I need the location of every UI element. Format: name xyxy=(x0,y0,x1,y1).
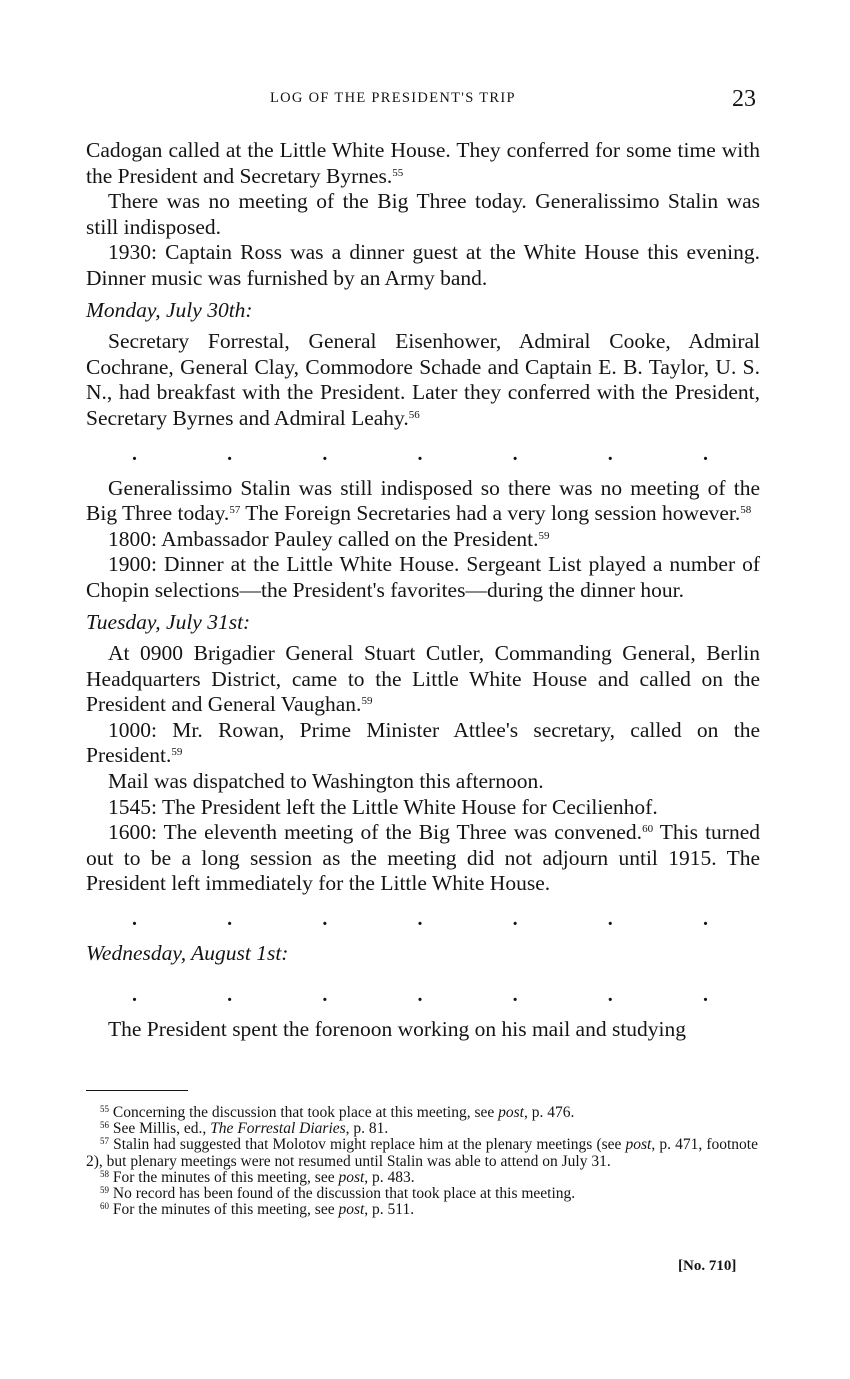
footnote-ref: 57 xyxy=(229,504,241,517)
footnote-ref: 59 xyxy=(171,746,183,759)
footnote-ref: 55 xyxy=(392,166,404,179)
paragraph: 1000: Mr. Rowan, Prime Minister Attlee's secretary, called on the President.$^{59}$ xyxy=(86,717,760,768)
footnote: $^{60}$ For the minutes of this meeting, see post, p. 511. xyxy=(100,1201,415,1219)
ellipsis-separator: . . . . . . . xyxy=(132,442,708,465)
footnote-ref: 59 xyxy=(361,695,373,708)
footnote: $^{55}$ Concerning the discussion that took place at this meeting, see post, p. 476. xyxy=(100,1104,575,1121)
footnotes xyxy=(86,1105,758,1218)
footnote-ref: 58 xyxy=(740,504,752,517)
print-signature: [No. 710] xyxy=(678,1258,737,1274)
footnote: $^{58}$ For the minutes of this meeting, see post, p. 483. xyxy=(100,1168,415,1186)
paragraph: 1600: The eleventh meeting of the Big Three was convened.$^{60}$ This turned out to be a long session as the meeting did not adjourn until 1915. The President left immediately for the Little White House. xyxy=(86,820,760,896)
date-heading: Monday, July 30th: xyxy=(86,297,253,322)
date-heading: Tuesday, July 31st: xyxy=(86,609,251,634)
paragraph: At 0900 Brigadier General Stuart Cutler, Commanding General, Berlin Headquarters District, came to the Little White House and called on the President and General Vaughan.$^{59}$ xyxy=(86,641,760,717)
ellipsis-separator: . . . . . . . xyxy=(132,908,708,931)
running-title: LOG OF THE PRESIDENT'S TRIP xyxy=(270,90,516,106)
footnote: $^{56}$ See Millis, ed., The Forrestal Diaries, p. 81. xyxy=(100,1120,389,1138)
paragraph: Secretary Forrestal, General Eisenhower, Admiral Cooke, Admiral Cochrane, General Clay, Commodore Schade and Captain E. B. Taylor, U. S. N., had breakfast with the President. Later they conferred with the President, Secretary Byrnes and Admiral Leahy.$^{56}$ xyxy=(86,329,760,430)
footnote-rule xyxy=(86,1090,188,1091)
paragraph: Mail was dispatched to Washington this afternoon. xyxy=(108,769,544,794)
paragraph: 1900: Dinner at the Little White House. Sergeant List played a number of Chopin selections—the President's favorites—during the dinner hour. xyxy=(86,552,760,602)
paragraph: There was no meeting of the Big Three today. Generalissimo Stalin was still indisposed. xyxy=(86,189,760,239)
ellipsis-separator: . . . . . . . xyxy=(132,983,708,1006)
footnote: $^{57}$ Stalin had suggested that Molotov might replace him at the plenary meetings (see post, p. 471, footnote 2), but plenary meetings were not resumed until Stalin was able to attend on July 31. xyxy=(86,1136,758,1170)
footnote-ref: 56 xyxy=(408,408,420,421)
paragraph: 1545: The President left the Little White House for Cecilienhof. xyxy=(108,794,658,819)
paragraph: 1930: Captain Ross was a dinner guest at the White House this evening. Dinner music was furnished by an Army band. xyxy=(86,240,760,290)
body-text xyxy=(86,138,760,1042)
footnote-ref: 59 xyxy=(538,529,550,542)
footnote: $^{59}$ No record has been found of the discussion that took place at this meeting. xyxy=(100,1185,576,1203)
date-heading: Wednesday, August 1st: xyxy=(86,941,289,966)
paragraph: Generalissimo Stalin was still indisposed so there was no meeting of the Big Three today.$^{57}$ The Foreign Secretaries had a very long session however.$^{58}$ xyxy=(86,475,760,526)
page-number: 23 xyxy=(732,86,756,112)
paragraph: The President spent the forenoon working on his mail and studying xyxy=(108,1016,687,1041)
paragraph: 1800: Ambassador Pauley called on the President.$^{59}$ xyxy=(108,526,550,551)
footnote-ref: 60 xyxy=(642,823,654,836)
paragraph: Cadogan called at the Little White House. They conferred for some time with the President and Secretary Byrnes.$^{55}$ xyxy=(86,138,760,188)
